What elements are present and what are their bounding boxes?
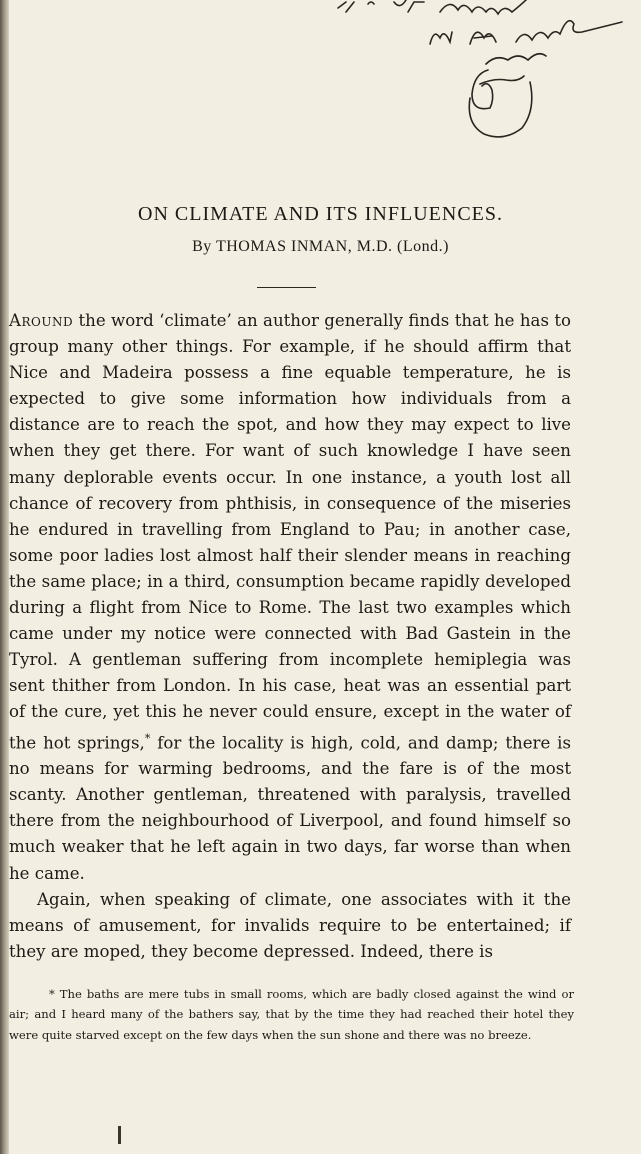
page-mark	[118, 1126, 121, 1144]
author-byline: By THOMAS INMAN, M.D. (Lond.)	[192, 238, 449, 255]
paragraph-1	[9, 308, 571, 887]
footnote-marker: *	[144, 731, 151, 745]
opening-word: Around	[9, 311, 74, 330]
binding-edge	[0, 0, 9, 1154]
article-title: ON CLIMATE AND ITS INFLUENCES.	[138, 203, 503, 225]
paragraph-1-text: the word ‘climate’ an author generally finds that he has to group many other things. For example, if he should affirm that Nice and Madeira possess a fine equable temperature, he is expected to give some information how individuals from a distance are to reach the spot, and how they may expect to live when they get there. For want of such knowledge I have seen many deplorable events occur. In one instance, a youth lost all chance of recovery from phthisis, in consequence of the miseries he endured in travelling from England to Pau; in another case, some poor ladies lost almost half their slender means in reaching the same place; in a third, consumption became rapidly developed during a flight from Nice to Rome. The last two examples which came under my notice were connected with Bad Gastein in the Tyrol. A gentleman suffering from incomplete hemiplegia was sent thither from London. In his case, heat was an essential part of the cure, yet this he never could ensure, except in the water of the hot springs,	[9, 311, 571, 753]
title-rule	[257, 287, 316, 288]
article-body	[9, 308, 571, 965]
paragraph-2: Again, when speaking of climate, one associates with it the means of amusement, for invalids require to be entertained; if they are moped, they become depressed. Indeed, there is	[9, 889, 571, 961]
handwritten-inscription	[310, 0, 641, 145]
footnote: * The baths are mere tubs in small rooms, which are badly closed against the wind or air; and I heard many of the bathers say, that by the time they had reached their hotel they were quite starved except on the few days when the sun shone and there was no breeze.	[9, 987, 574, 1042]
inscription-drawing	[310, 0, 641, 145]
paragraph-1-continuation: for the locality is high, cold, and damp; there is no means for warming bedrooms, and the fare is of the most scanty. Another gentleman, threatened with paralysis, travelled there from the neighbourhood of Liverpool, and found himself so much weaker that he left again in two days, far worse than when he came.	[9, 733, 571, 883]
